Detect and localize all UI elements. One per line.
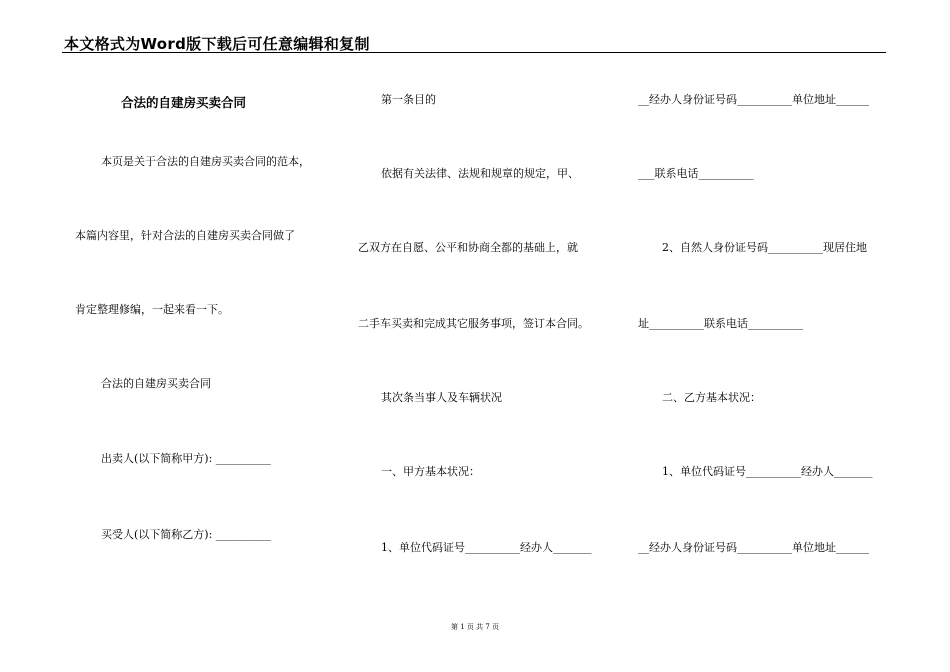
header-divider — [62, 52, 886, 53]
col1-line-3: 肯定整理修编，一起来看一下。 — [75, 303, 229, 316]
col2-line-7: 1、单位代码证号__________经办人_______ — [381, 541, 592, 554]
col3-line-7: __经办人身份证号码__________单位地址______ — [638, 541, 869, 554]
col1-seller-line: 出卖人(以下简称甲方): __________ — [101, 452, 271, 465]
col3-line-6: 1、单位代码证号__________经办人_______ — [662, 465, 873, 478]
page-number: 第 1 页 共 7 页 — [450, 623, 500, 631]
col1-line-1: 本页是关于合法的自建房买卖合同的范本， — [101, 155, 310, 168]
col2-line-2: 依据有关法律、法规和规章的规定，甲、 — [381, 167, 579, 180]
col1-line-2: 本篇内容里，针对合法的自建房买卖合同做了 — [75, 229, 295, 242]
col2-line-4: 二手车买卖和完成其它服务事项，签订本合同。 — [358, 317, 589, 330]
col1-buyer-line: 买受人(以下简称乙方): __________ — [101, 528, 271, 541]
col3-line-2: ___联系电话__________ — [638, 167, 754, 180]
document-title: 合法的自建房买卖合同 — [121, 95, 247, 110]
col2-line-3: 乙双方在自愿、公平和协商全都的基础上，就 — [358, 241, 578, 254]
col3-line-1: __经办人身份证号码__________单位地址______ — [638, 93, 869, 106]
header-title: 本文格式为Word版下载后可任意编辑和复制 — [64, 35, 370, 53]
col2-line-1: 第一条目的 — [381, 93, 436, 106]
col2-line-5: 其次条当事人及车辆状况 — [381, 391, 502, 404]
col2-line-6: 一、甲方基本状况： — [381, 465, 480, 478]
col3-line-3: 2、自然人身份证号码__________现居住地 — [662, 241, 867, 254]
col3-line-4: 址__________联系电话__________ — [638, 317, 803, 330]
col3-line-5: 二、乙方基本状况： — [662, 391, 761, 404]
col1-line-4: 合法的自建房买卖合同 — [101, 377, 211, 390]
